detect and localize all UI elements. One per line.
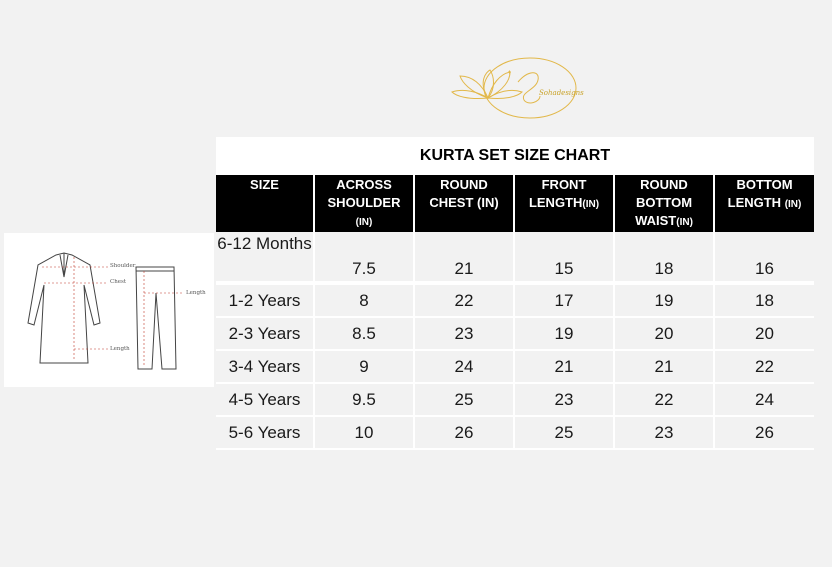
shoulder-cell: 9	[314, 350, 414, 383]
chest-cell: 25	[414, 383, 514, 416]
header-bottom-length: BOTTOM LENGTH (IN)	[714, 175, 814, 232]
table-row	[216, 383, 814, 416]
bottom-waist-cell: 23	[614, 416, 714, 449]
shoulder-cell: 8	[314, 283, 414, 317]
table-row	[216, 416, 814, 449]
kurta-drawing	[4, 233, 214, 387]
chest-cell: 24	[414, 350, 514, 383]
lotus-logo	[448, 52, 588, 122]
size-cell: 3-4 Years	[216, 350, 314, 383]
front-length-cell: 17	[514, 283, 614, 317]
bottom-waist-cell: 21	[614, 350, 714, 383]
header-across-shoulder: ACROSS SHOULDER (IN)	[314, 175, 414, 232]
size-cell: 1-2 Years	[216, 283, 314, 317]
size-cell: 2-3 Years	[216, 317, 314, 350]
header-round-bottom-waist: ROUND BOTTOM WAIST(IN)	[614, 175, 714, 232]
shoulder-cell: 9.5	[314, 383, 414, 416]
header-row	[216, 175, 814, 232]
table-row	[216, 283, 814, 317]
front-length-cell: 15	[514, 232, 614, 283]
front-length-cell: 25	[514, 416, 614, 449]
length-label: Length	[110, 346, 130, 352]
shoulder-cell: 7.5	[314, 232, 414, 283]
bottom-waist-cell: 20	[614, 317, 714, 350]
front-length-cell: 23	[514, 383, 614, 416]
size-cell: 4-5 Years	[216, 383, 314, 416]
bottom-waist-cell: 19	[614, 283, 714, 317]
header-round-chest: ROUND CHEST (IN)	[414, 175, 514, 232]
chest-label: Chest	[110, 279, 127, 285]
chest-cell: 21	[414, 232, 514, 283]
table-row	[216, 232, 814, 283]
bottom-length-cell: 16	[714, 232, 814, 283]
bottom-waist-cell: 22	[614, 383, 714, 416]
shoulder-label: Shoulder	[110, 263, 136, 269]
bottom-length-cell: 18	[714, 283, 814, 317]
logo-text: Sohadesigns	[539, 89, 584, 97]
pant-length-label: Length	[186, 290, 206, 296]
table-row	[216, 350, 814, 383]
shoulder-cell: 10	[314, 416, 414, 449]
bottom-length-cell: 26	[714, 416, 814, 449]
bottom-waist-cell: 18	[614, 232, 714, 283]
chest-cell: 22	[414, 283, 514, 317]
header-size: SIZE	[216, 175, 314, 232]
table-row	[216, 317, 814, 350]
chest-cell: 23	[414, 317, 514, 350]
header-front-length: FRONT LENGTH(IN)	[514, 175, 614, 232]
bottom-length-cell: 20	[714, 317, 814, 350]
shoulder-cell: 8.5	[314, 317, 414, 350]
size-chart-table	[216, 137, 814, 450]
bottom-length-cell: 22	[714, 350, 814, 383]
chart-title: KURTA SET SIZE CHART	[216, 137, 814, 175]
front-length-cell: 21	[514, 350, 614, 383]
chest-cell: 26	[414, 416, 514, 449]
front-length-cell: 19	[514, 317, 614, 350]
size-cell: 6-12 Months	[216, 232, 314, 283]
size-cell: 5-6 Years	[216, 416, 314, 449]
kurta-pant-illustration	[4, 233, 214, 387]
bottom-length-cell: 24	[714, 383, 814, 416]
